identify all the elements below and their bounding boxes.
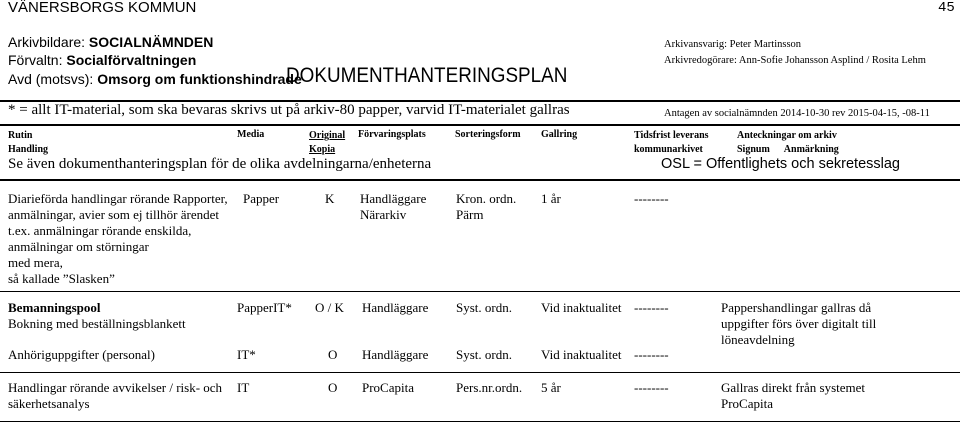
col-rutin: Rutin xyxy=(8,130,33,141)
row-2-storage: Handläggare xyxy=(362,300,429,315)
row-2-title-bold: Bemanningspool xyxy=(8,300,101,315)
col-media: Media xyxy=(237,129,265,140)
column-header-divider xyxy=(0,124,960,126)
row-1-title-line: anmälningar, avier som ej tillhör ärendet xyxy=(8,207,220,222)
row-1-gallring: 1 år xyxy=(541,191,561,206)
row-2-gallring: Vid inaktualitet xyxy=(541,300,622,315)
col-signum: Signum xyxy=(737,144,770,155)
see-also-note: Se även dokumenthanteringsplan för de olika avdelningarna/enheterna xyxy=(8,156,432,172)
row-1-title-line: med mera, xyxy=(8,255,63,270)
row-1-storage-line: Närarkiv xyxy=(360,207,407,222)
col-handling: Handling xyxy=(8,144,49,155)
row-4-remark-line: ProCapita xyxy=(721,396,773,411)
row-3-storage: Handläggare xyxy=(362,347,429,362)
it-material-notice: * = allt IT-material, som ska bevaras skrivs ut på arkiv-80 papper, varvid IT-materialet gallras xyxy=(8,102,570,118)
row-4-title-line: Handlingar rörande avvikelser / risk- och xyxy=(8,380,223,395)
row-1-sort xyxy=(456,191,516,223)
archive-responsible: Arkivansvarig: Peter Martinsson xyxy=(664,39,802,50)
department: Omsorg om funktionshindrade xyxy=(97,71,302,87)
col-gallring: Gallring xyxy=(541,129,578,140)
col-original: Original xyxy=(309,130,346,141)
col-remark: Anmärkning xyxy=(783,144,839,155)
row-3-sort: Syst. ordn. xyxy=(456,347,512,362)
document-title: DOKUMENTHANTERINGSPLAN xyxy=(286,64,568,87)
row-divider xyxy=(0,372,960,373)
row-4-original: O xyxy=(328,380,338,395)
row-2-title-line: Bokning med beställningsblankett xyxy=(8,316,186,331)
col-sort: Sorteringsform xyxy=(455,129,521,140)
adoption-note: Antagen av socialnämnden 2014-10-30 rev 2015-04-15, -08-11 xyxy=(664,108,930,119)
row-2-remark-line: Pappershandlingar gallras då xyxy=(721,300,872,315)
row-1-title-line: t.ex. anmälningar rörande enskilda, xyxy=(8,223,192,238)
department-label: Avd (motsvs): xyxy=(8,71,94,87)
row-2-delivery: -------- xyxy=(634,300,669,315)
archive-editors: Arkivredogörare: Ann-Sofie Johansson Asplind / Rosita Lehm xyxy=(664,55,926,66)
administration-line xyxy=(8,52,196,68)
row-1-title-line: så kallade ”Slasken” xyxy=(8,271,115,286)
col-rutin-handling xyxy=(8,129,48,157)
table-top-border xyxy=(0,179,960,181)
col-delivery-line1: Tidsfrist leverans xyxy=(634,130,709,141)
row-divider xyxy=(0,291,960,292)
row-2-remark-line: uppgifter förs över digitalt till xyxy=(721,316,877,331)
row-2-title xyxy=(8,300,186,332)
table-bottom-border xyxy=(0,421,960,422)
row-1-title xyxy=(8,191,228,287)
department-line xyxy=(8,71,302,87)
archive-creator: SOCIALNÄMNDEN xyxy=(88,34,214,50)
col-kopia: Kopia xyxy=(309,144,336,155)
row-4-title-line: säkerhetsanalys xyxy=(8,396,90,411)
row-2-media: PapperIT* xyxy=(237,300,292,315)
municipality-name: VÄNERSBORGS KOMMUN xyxy=(8,0,197,16)
row-2-remark-line: löneavdelning xyxy=(721,332,795,347)
row-1-title-line: Diarieförda handlingar rörande Rapporter, xyxy=(8,191,228,206)
row-3-original: O xyxy=(328,347,338,362)
col-delivery-line2: kommunarkivet xyxy=(634,144,703,155)
osl-legend: OSL = Offentlighets och sekretesslag xyxy=(661,156,900,172)
administration-label: Förvaltn: xyxy=(8,52,63,68)
col-notes xyxy=(737,129,839,157)
row-4-media: IT xyxy=(237,380,250,395)
row-4-delivery: -------- xyxy=(634,380,669,395)
row-2-original: O / K xyxy=(315,300,344,315)
col-notes-title: Anteckningar om arkiv xyxy=(737,130,837,141)
row-1-storage-line: Handläggare xyxy=(360,191,427,206)
row-4-remark xyxy=(721,380,865,412)
row-4-sort: Pers.nr.ordn. xyxy=(456,380,523,395)
row-4-storage: ProCapita xyxy=(362,380,414,395)
row-4-title xyxy=(8,380,222,412)
row-1-storage xyxy=(360,191,426,223)
row-4-remark-line: Gallras direkt från systemet xyxy=(721,380,866,395)
col-delivery xyxy=(634,129,709,157)
archive-creator-label: Arkivbildare: xyxy=(8,34,86,50)
page-number: 45 xyxy=(938,0,955,16)
row-1-original: K xyxy=(325,191,335,206)
row-1-title-line: anmälningar om störningar xyxy=(8,239,149,254)
row-3-media: IT* xyxy=(237,347,256,362)
col-storage: Förvaringsplats xyxy=(358,129,426,140)
row-2-sort: Syst. ordn. xyxy=(456,300,512,315)
row-2-remark xyxy=(721,300,876,348)
row-3-delivery: -------- xyxy=(634,347,669,362)
row-1-media: Papper xyxy=(243,191,280,206)
row-1-sort-line: Kron. ordn. xyxy=(456,191,517,206)
row-4-gallring: 5 år xyxy=(541,380,561,395)
archive-creator-line xyxy=(8,34,213,50)
col-original-kopia xyxy=(309,129,345,157)
row-1-delivery: -------- xyxy=(634,191,669,206)
row-1-sort-line: Pärm xyxy=(456,207,484,222)
row-3-gallring: Vid inaktualitet xyxy=(541,347,622,362)
row-3-title: Anhöriguppgifter (personal) xyxy=(8,347,155,362)
administration: Socialförvaltningen xyxy=(66,52,197,68)
